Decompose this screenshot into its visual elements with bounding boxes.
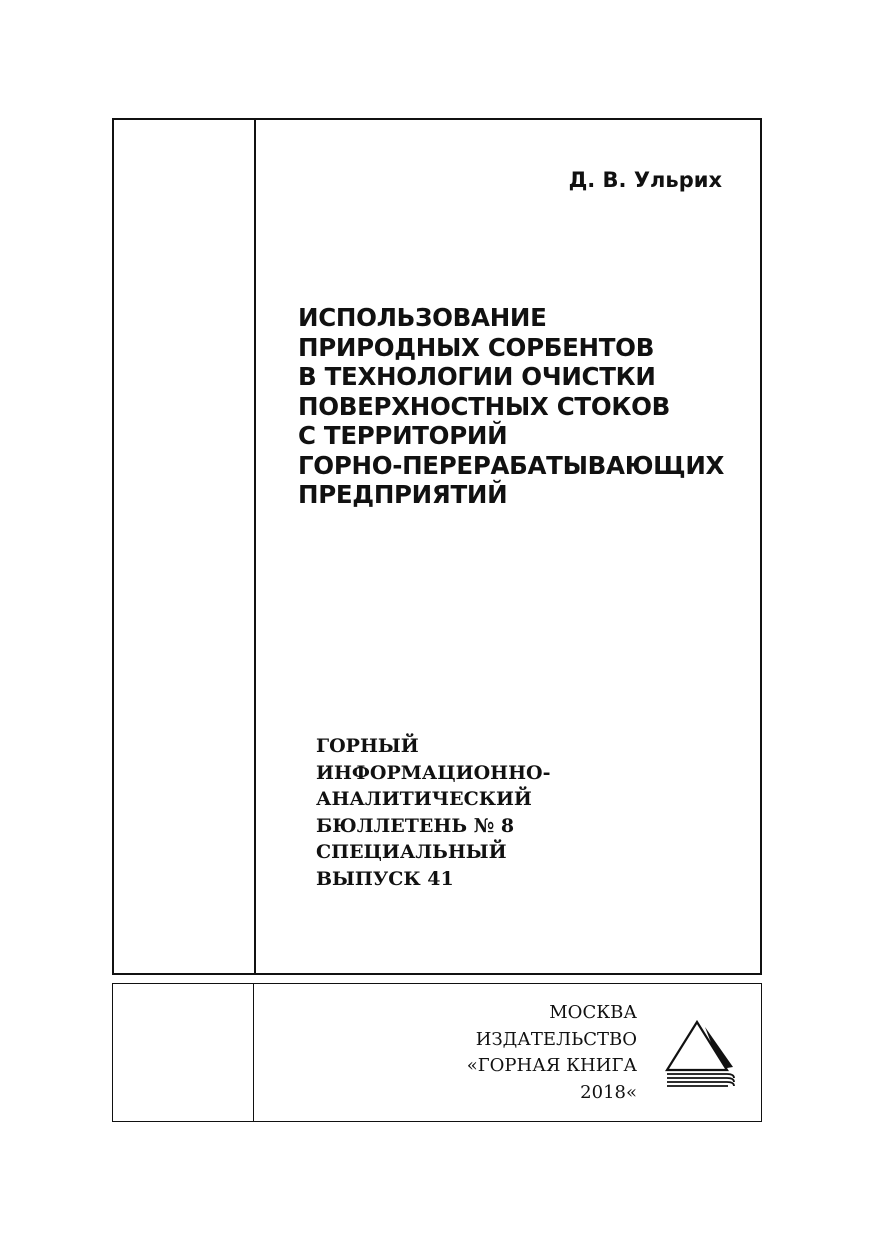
frame-divider	[253, 984, 254, 1121]
series-name	[316, 733, 550, 892]
series-line: БЮЛЛЕТЕНЬ № 8	[316, 814, 515, 837]
series-line: ВЫПУСК 41	[316, 867, 454, 890]
publisher-line: 2018«	[580, 1081, 637, 1103]
author-name: Д. В. Ульрих	[568, 168, 722, 192]
publisher-frame	[112, 983, 762, 1122]
book-title	[298, 303, 724, 510]
publisher-line: «ГОРНАЯ КНИГА	[466, 1055, 637, 1076]
title-line: ИСПОЛЬЗОВАНИЕ	[298, 303, 547, 332]
title-line: ПОВЕРХНОСТНЫХ СТОКОВ	[298, 391, 670, 421]
publisher-line: ИЗДАТЕЛЬСТВО	[475, 1028, 637, 1050]
publisher-line: МОСКВА	[549, 1002, 637, 1023]
publisher-imprint	[467, 1000, 637, 1106]
publisher-logo-icon	[665, 1017, 735, 1089]
series-line: ИНФОРМАЦИОННО-	[316, 761, 551, 784]
series-line: СПЕЦИАЛЬНЫЙ	[316, 841, 507, 863]
title-page-frame	[112, 118, 762, 975]
series-line: АНАЛИТИЧЕСКИЙ	[316, 788, 532, 810]
title-line: ГОРНО-ПЕРЕРАБАТЫВАЮЩИХ	[298, 450, 725, 480]
frame-divider	[254, 120, 256, 973]
series-line: ГОРНЫЙ	[316, 735, 419, 757]
title-line: ПРЕДПРИЯТИЙ	[298, 480, 508, 509]
title-line: В ТЕХНОЛОГИИ ОЧИСТКИ	[298, 362, 656, 391]
title-line: ПРИРОДНЫХ СОРБЕНТОВ	[298, 332, 655, 362]
title-line: С ТЕРРИТОРИЙ	[298, 421, 508, 450]
